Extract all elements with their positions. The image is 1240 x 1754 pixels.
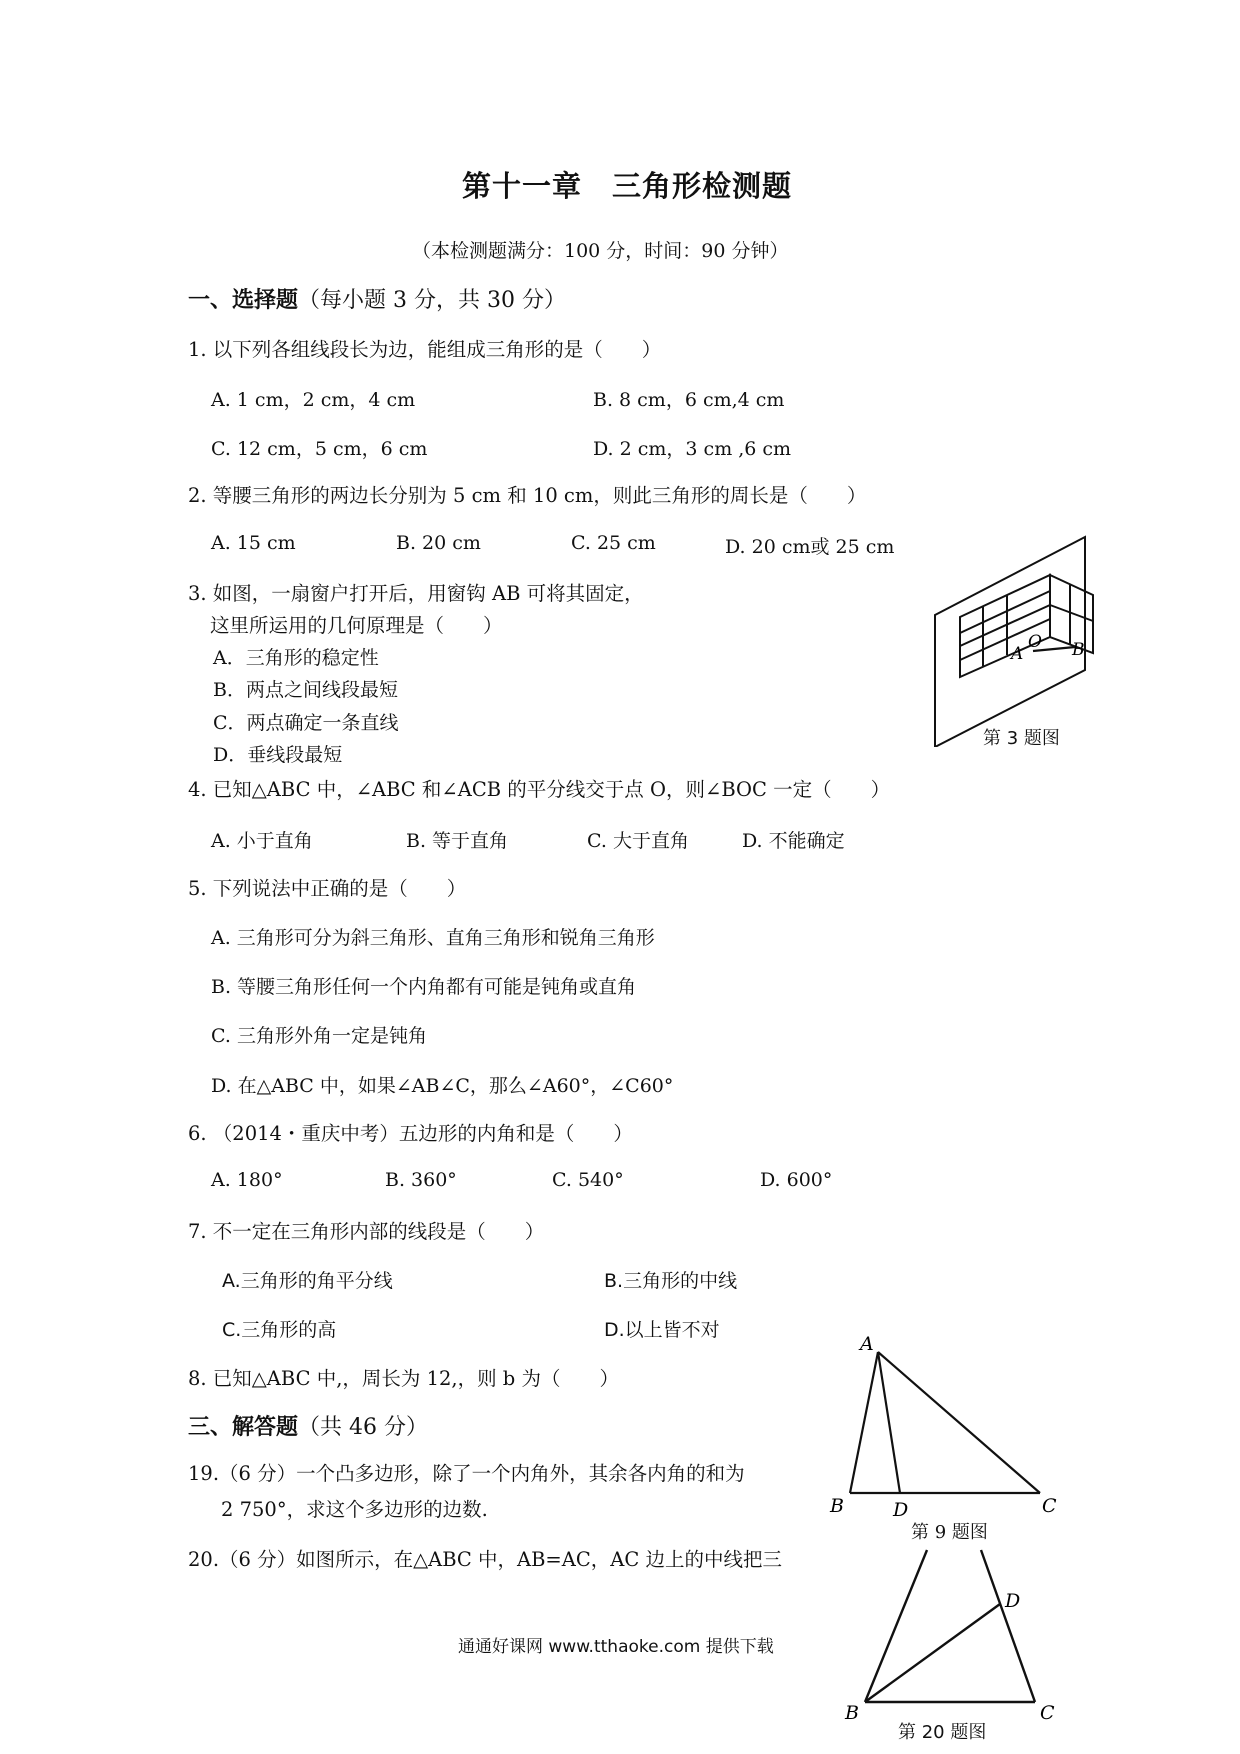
fig9-label-c: C [1042, 1495, 1057, 1517]
q6-stem: 6. （2014・重庆中考）五边形的内角和是（ ） [188, 1122, 633, 1145]
page-subtitle: （本检测题满分：100 分，时间：90 分钟） [412, 240, 789, 262]
section3-note: （共 46 分） [298, 1415, 428, 1440]
q1-stem: 1. 以下列各组线段长为边，能组成三角形的是（ ） [188, 338, 662, 361]
fig9-label-d: D [893, 1499, 909, 1520]
section3-name: 三、解答题 [188, 1415, 299, 1440]
q4-option-d: D. 不能确定 [742, 830, 845, 852]
q2-option-a: A. 15 cm [211, 532, 296, 554]
q3-option-a: A．三角形的稳定性 [213, 647, 379, 669]
fig9-segment-ad [878, 1352, 900, 1493]
q3-stem-line2: 这里所运用的几何原理是（ ） [210, 614, 503, 637]
section3-heading [188, 1410, 428, 1441]
q2-option-b: B. 20 cm [396, 532, 481, 554]
fig9-side-ab [850, 1352, 878, 1493]
q2-stem: 2. 等腰三角形的两边长分别为 5 cm 和 10 cm，则此三角形的周长是（ ） [188, 484, 867, 507]
q6-option-b: B. 360° [385, 1169, 457, 1191]
q3-option-b: B．两点之间线段最短 [213, 679, 398, 701]
q6-option-a: A. 180° [211, 1169, 283, 1191]
q3-option-c: C．两点确定一条直线 [213, 712, 399, 734]
fig9-caption: 第 9 题图 [911, 1522, 988, 1543]
fig20-label-b: B [845, 1702, 859, 1724]
section1-note: （每小题 3 分，共 30 分） [298, 288, 566, 313]
fig9-triangle [820, 1330, 1060, 1520]
q3-label-o: O [1028, 632, 1042, 652]
section1-name: 一、选择题 [188, 288, 299, 313]
q3-label-a: A [1011, 644, 1024, 664]
q3-figure-caption: 第 3 题图 [983, 728, 1060, 749]
q19-line1: 19.（6 分）一个凸多边形，除了一个内角外，其余各内角的和为 [188, 1462, 745, 1485]
footer-source: 通通好课网 www.tthaoke.com 提供下载 [458, 1637, 774, 1657]
q3-option-d: D．垂线段最短 [213, 744, 343, 766]
q4-option-b: B. 等于直角 [406, 830, 509, 852]
q4-option-c: C. 大于直角 [587, 830, 689, 852]
q8-stem: 8. 已知△ABC 中,，周长为 12,，则 b 为（ ） [188, 1367, 619, 1390]
q2-option-c: C. 25 cm [571, 532, 656, 554]
fig20-label-d: D [1005, 1590, 1021, 1612]
page-title: 第十一章 三角形检测题 [462, 169, 793, 203]
q1-option-c: C. 12 cm，5 cm，6 cm [211, 438, 428, 460]
q6-option-d: D. 600° [760, 1169, 833, 1191]
q7-option-c: C.三角形的高 [222, 1319, 337, 1341]
q1-option-a: A. 1 cm，2 cm，4 cm [211, 389, 416, 411]
fig20-label-c: C [1040, 1702, 1055, 1724]
q1-option-b: B. 8 cm，6 cm,4 cm [593, 389, 785, 411]
q5-option-d: D. 在△ABC 中，如果∠AB∠C，那么∠A60°，∠C60° [211, 1075, 674, 1097]
fig9-label-b: B [830, 1495, 844, 1517]
q4-option-a: A. 小于直角 [211, 830, 313, 852]
fig20-triangle [835, 1545, 1065, 1725]
q5-stem: 5. 下列说法中正确的是（ ） [188, 877, 467, 900]
q1-option-d: D. 2 cm，3 cm ,6 cm [593, 438, 792, 460]
q2-option-d: D. 20 cm或 25 cm [725, 536, 895, 558]
q3-window-figure [925, 535, 1105, 747]
q5-option-a: A. 三角形可分为斜三角形、直角三角形和锐角三角形 [211, 927, 655, 949]
fig20-side-ac [981, 1550, 1035, 1702]
q3-label-b: B [1072, 640, 1085, 660]
fig9-label-a: A [860, 1333, 874, 1355]
section1-heading [188, 283, 566, 314]
q7-option-b: B.三角形的中线 [604, 1270, 738, 1292]
fig20-caption: 第 20 题图 [898, 1722, 987, 1743]
q20-line1: 20.（6 分）如图所示，在△ABC 中，AB=AC，AC 边上的中线把三 [188, 1548, 782, 1571]
fig9-side-ac [878, 1352, 1040, 1493]
q7-option-a: A.三角形的角平分线 [222, 1270, 393, 1292]
q7-stem: 7. 不一定在三角形内部的线段是（ ） [188, 1220, 545, 1243]
q5-option-c: C. 三角形外角一定是钝角 [211, 1025, 427, 1047]
q7-option-d: D.以上皆不对 [604, 1319, 720, 1341]
q19-line2: 2 750°，求这个多边形的边数. [221, 1498, 488, 1521]
q3-stem: 3. 如图，一扇窗户打开后，用窗钩 AB 可将其固定， [188, 582, 644, 605]
q5-option-b: B. 等腰三角形任何一个内角都有可能是钝角或直角 [211, 976, 637, 998]
q4-stem: 4. 已知△ABC 中，∠ABC 和∠ACB 的平分线交于点 O，则∠BOC 一定（ ） [188, 778, 891, 801]
q6-option-c: C. 540° [552, 1169, 624, 1191]
